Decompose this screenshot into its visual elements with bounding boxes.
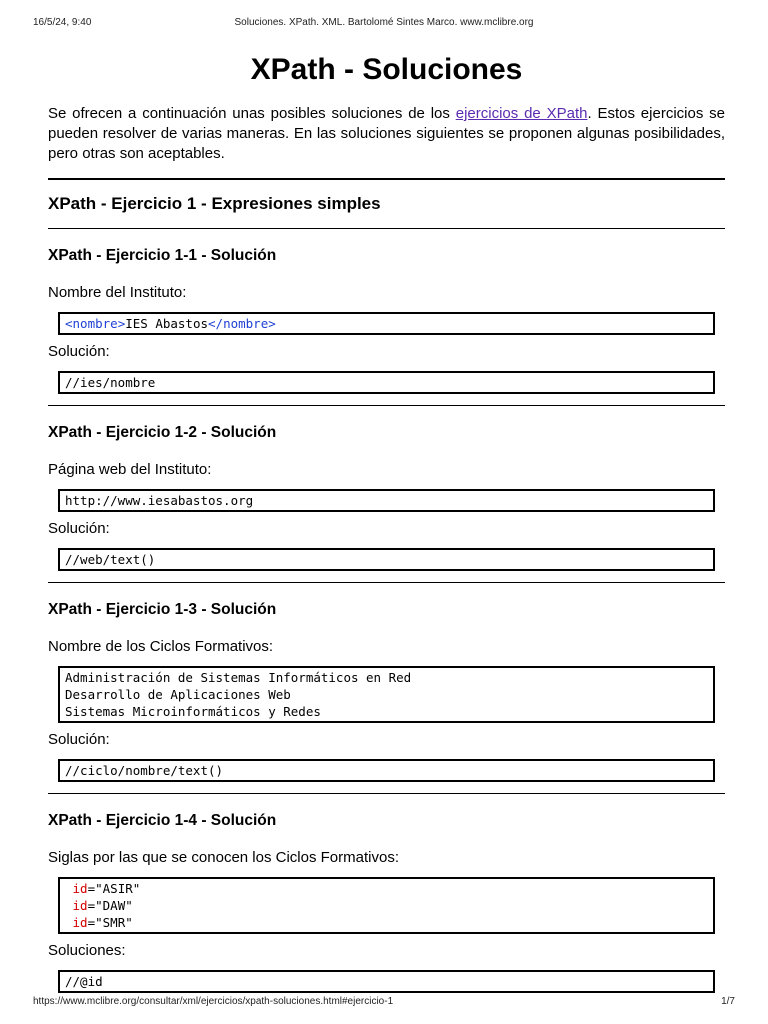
solution-label: Solución: [48,343,110,360]
code-line [65,897,708,914]
xml-attr-value: ="ASIR" [87,881,141,896]
print-url: https://www.mclibre.org/consultar/xml/ejercicios/xpath-soluciones.html#ejercicio-1 [33,996,394,1007]
xml-open-lt: < [65,316,73,331]
exercise-question: Página web del Instituto: [48,461,212,478]
xml-code-block: http://www.iesabastos.org [58,489,715,512]
print-date: 16/5/24, 9:40 [33,17,92,28]
intro-paragraph [48,104,725,164]
xml-tag-name: nombre [223,316,269,331]
xml-code-block [58,312,715,335]
xml-attr-value: ="SMR" [87,915,133,930]
solution-label: Solución: [48,731,110,748]
solution-code-block: //web/text() [58,548,715,571]
xml-attr-name: id [72,915,88,930]
code-line [65,914,708,931]
code-line: Sistemas Microinformáticos y Redes [65,704,321,719]
print-footer [33,996,735,1010]
exercise-question: Nombre del Instituto: [48,284,187,301]
xml-attr-value: ="DAW" [87,898,133,913]
exercise-title: XPath - Ejercicio 1-4 - Solución [48,812,277,829]
solution-label: Soluciones: [48,942,126,959]
exercise-question: Siglas por las que se conocen los Ciclos Formativos: [48,849,399,866]
xpath-exercises-link[interactable]: ejercicios de XPath [455,105,588,122]
exercise-title: XPath - Ejercicio 1-1 - Solución [48,247,277,264]
xml-open-gt: > [117,316,126,331]
xml-text: IES Abastos [125,316,209,331]
page-number: 1/7 [721,996,735,1007]
xml-close-gt: > [268,316,276,331]
xml-code-block [58,877,715,934]
exercise-question: Nombre de los Ciclos Formativos: [48,638,274,655]
code-line [65,880,708,897]
page-title: XPath - Soluciones [250,53,523,86]
solution-code-block: //ies/nombre [58,371,715,394]
xml-code-block [58,666,715,723]
section-title: XPath - Ejercicio 1 - Expresiones simples [48,194,381,213]
solution-label: Solución: [48,520,110,537]
code-line: Administración de Sistemas Informáticos en Red [65,670,412,685]
intro-text-after: . Estos ejercicios se pueden resolver de varias maneras. En las soluciones siguientes se proponen algunas posibilidades, pero otras son aceptables. [48,105,726,162]
code-line: Desarrollo de Aplicaciones Web [65,687,291,702]
page-content [48,50,725,993]
xml-attr-name: id [72,881,88,896]
print-header [33,17,735,31]
xml-attr-name: id [72,898,88,913]
exercise-title: XPath - Ejercicio 1-2 - Solución [48,424,277,441]
solution-code-block: //@id [58,970,715,993]
print-title: Soluciones. XPath. XML. Bartolomé Sintes Marco. www.mclibre.org [234,17,534,28]
intro-text-before: Se ofrecen a continuación unas posibles soluciones de los [48,105,456,122]
xml-close-lt: </ [208,316,224,331]
exercise-title: XPath - Ejercicio 1-3 - Solución [48,601,277,618]
solution-code-block: //ciclo/nombre/text() [58,759,715,782]
xml-tag-name: nombre [72,316,118,331]
